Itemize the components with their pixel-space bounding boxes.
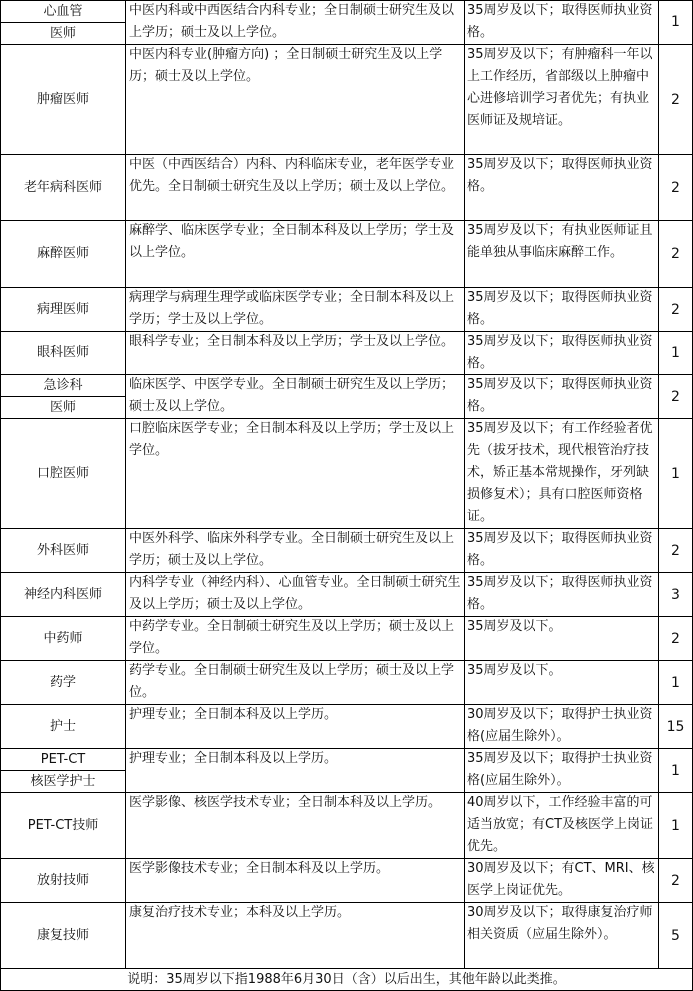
major-requirement: 麻醉学、临床医学专业；全日制本科及以上学历；学士及以上学位。: [129, 223, 455, 260]
grid-line: [0, 220, 693, 221]
position-name: 老年病科医师: [23, 179, 102, 195]
headcount: 1: [671, 674, 680, 691]
position-name-line2: 医师: [49, 399, 76, 415]
major-requirement: 眼科学专业；全日制本科及以上学历；学士及以上学位。: [129, 334, 455, 349]
grid-line: [0, 418, 693, 419]
other-requirement: 35周岁及以下；取得医师执业资格。: [467, 157, 653, 194]
other-requirement: 35周岁及以下；有工作经验者优先（拔牙技术，现代根管治疗技术，矫正基本常规操作，牙列缺损修复术）；具有口腔医师资格证。: [467, 421, 653, 524]
grid-line: [0, 154, 693, 155]
other-requirement: 40周岁以下，工作经验丰富的可适当放宽；有CT及核医学上岗证优先。: [467, 795, 654, 854]
grid-line: [0, 0, 1, 991]
grid-line: [0, 770, 125, 771]
grid-line: [0, 704, 693, 705]
other-requirement: 35周岁及以下；取得医师执业资格。: [467, 290, 653, 327]
major-requirement: 康复治疗技术专业；本科及以上学历。: [129, 905, 351, 920]
grid-line: [0, 616, 693, 617]
position-name-line2: 核医学护士: [30, 773, 96, 789]
grid-line: [0, 968, 693, 969]
position-name: 外科医师: [36, 542, 89, 558]
headcount: 15: [666, 718, 685, 735]
headcount: 2: [671, 872, 680, 889]
position-name: 麻醉医师: [36, 246, 89, 261]
major-requirement: 中医内科专业(肿瘤方向) ；全日制硕士研究生及以上学历；硕士及以上学位。: [129, 47, 443, 84]
other-requirement: 35周岁及以下；有执业医师证且能单独从事临床麻醉工作。: [467, 223, 653, 260]
other-requirement: 35周岁及以下。: [467, 663, 562, 678]
position-name-line1: 心血管: [43, 3, 83, 19]
headcount: 1: [671, 762, 680, 779]
major-requirement: 护理专业；全日制本科及以上学历。: [129, 707, 338, 722]
position-name: 病理医师: [36, 301, 89, 317]
major-requirement: 临床医学、中医学专业。全日制硕士研究生及以上学历；硕士及以上学位。: [129, 377, 455, 414]
other-requirement: 30周岁及以下；取得康复治疗师相关资质（应届生除外）。: [467, 905, 653, 942]
grid-line: [0, 902, 693, 903]
headcount: 2: [671, 630, 680, 647]
headcount: 2: [671, 246, 680, 262]
grid-line: [0, 528, 693, 529]
headcount: 1: [671, 14, 680, 30]
position-name: 中药师: [43, 630, 83, 646]
headcount: 2: [671, 301, 680, 318]
major-requirement: 口腔临床医学专业；全日制本科及以上学历；学士及以上学位。: [129, 421, 455, 458]
major-requirement: 中医（中西医结合）内科、内科临床专业，老年医学专业优先。全日制硕士研究生及以上学历；硕士及以上学位。: [129, 157, 455, 194]
headcount: 1: [671, 817, 680, 834]
position-name: 康复技师: [36, 927, 89, 943]
position-name: 护士: [49, 718, 76, 734]
grid-line: [0, 748, 693, 749]
major-requirement: 中医内科或中西医结合内科专业；全日制硕士研究生及以上学历；硕士及以上学位。: [129, 3, 455, 40]
other-requirement: 35周岁及以下；有肿瘤科一年以上工作经历，省部级以上肿瘤中心进修培训学习者优先；有执业医师证及规培证。: [467, 47, 653, 128]
headcount: 5: [671, 927, 680, 944]
headcount: 3: [671, 586, 680, 603]
other-requirement: 35周岁及以下；取得医师执业资格。: [467, 575, 653, 612]
major-requirement: 护理专业；全日制本科及以上学历。: [129, 751, 338, 766]
position-name-line1: PET-CT: [40, 751, 86, 767]
position-name: 药学: [49, 674, 76, 690]
grid-line: [0, 572, 693, 573]
headcount: 2: [671, 542, 680, 559]
position-name-line2: 医师: [49, 25, 76, 41]
other-requirement: 30周岁及以下；取得护士执业资格(应届生除外）。: [467, 707, 653, 744]
headcount: 1: [671, 345, 680, 361]
position-name-line1: 急诊科: [43, 377, 83, 393]
grid-line: [0, 331, 693, 332]
grid-line: [0, 660, 693, 661]
grid-line: [0, 0, 693, 1]
major-requirement: 内科学专业（神经内科）、心血管专业。全日制硕士研究生及以上学历；硕士及以上学位。: [129, 575, 461, 612]
headcount: 1: [671, 465, 680, 482]
major-requirement: 中医外科学、临床外科学专业。全日制硕士研究生及以上学历；硕士及以上学位。: [129, 531, 455, 568]
position-name: PET-CT技师: [27, 817, 99, 833]
position-name: 眼科医师: [36, 345, 89, 360]
other-requirement: 35周岁及以下；取得医师执业资格。: [467, 377, 653, 414]
other-requirement: 30周岁及以下；有CT、MRI、核医学上岗证优先。: [467, 861, 655, 898]
position-name: 神经内科医师: [23, 586, 102, 602]
headcount: 2: [671, 388, 680, 405]
major-requirement: 中药学专业。全日制硕士研究生及以上学历；硕士及以上学位。: [129, 619, 455, 656]
footnote: 说明：35周岁以下指1988年6月30日（含）以后出生，其他年龄以此类推。: [127, 971, 566, 987]
grid-line: [0, 374, 693, 375]
major-requirement: 医学影像、核医学技术专业；全日制本科及以上学历。: [129, 795, 442, 810]
grid-line: [0, 22, 125, 23]
grid-line: [0, 792, 693, 793]
grid-line: [0, 396, 125, 397]
other-requirement: 35周岁及以下；取得医师执业资格。: [467, 334, 653, 371]
major-requirement: 医学影像技术专业；全日制本科及以上学历。: [129, 861, 390, 876]
grid-line: [658, 0, 659, 968]
grid-line: [0, 44, 693, 45]
other-requirement: 35周岁及以下；取得医师执业资格。: [467, 531, 653, 568]
other-requirement: 35周岁及以下。: [467, 619, 562, 634]
position-name: 放射技师: [36, 872, 89, 888]
grid-line: [125, 0, 126, 968]
major-requirement: 药学专业。全日制硕士研究生及以上学历；硕士及以上学位。: [129, 663, 455, 700]
headcount: 2: [671, 179, 680, 196]
position-name: 口腔医师: [36, 465, 89, 481]
grid-line: [464, 0, 465, 968]
grid-line: [0, 858, 693, 859]
major-requirement: 病理学与病理生理学或临床医学专业；全日制本科及以上学历；学士及以上学位。: [129, 290, 455, 327]
headcount: 2: [671, 91, 680, 108]
grid-line: [0, 287, 693, 288]
other-requirement: 35周岁及以下；取得医师执业资格。: [467, 3, 653, 40]
other-requirement: 35周岁及以下；取得护士执业资格(应届生除外）。: [467, 751, 653, 788]
position-name: 肿瘤医师: [36, 91, 89, 107]
